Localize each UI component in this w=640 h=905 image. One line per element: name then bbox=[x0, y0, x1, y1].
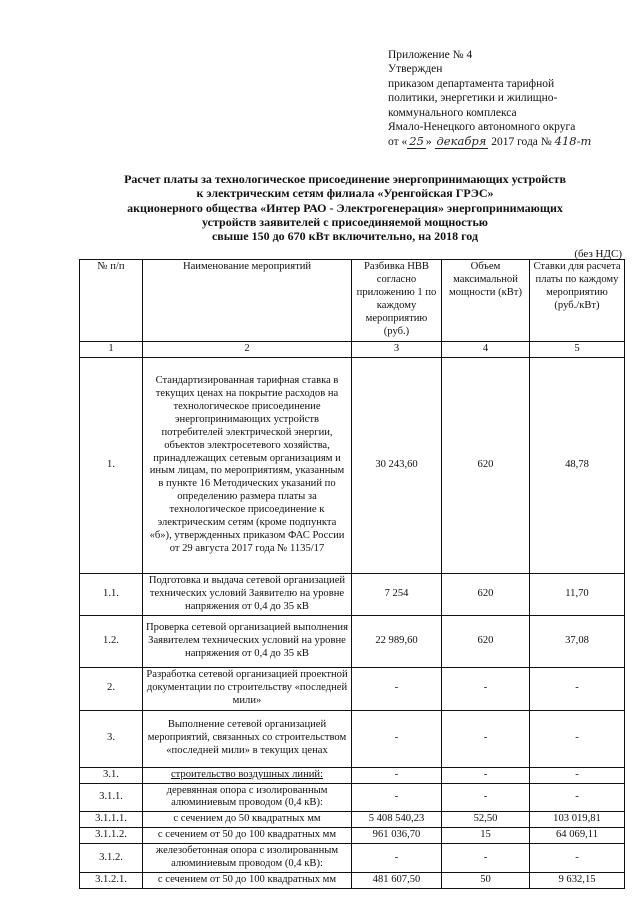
table-header-row bbox=[80, 260, 625, 342]
appendix-line: политики, энергетики и жилищно- bbox=[388, 92, 558, 105]
appendix-line: Ямало-Ненецкого автономного округа bbox=[388, 121, 576, 134]
table-row: 3.1.1.2. с сечением от 50 до 100 квадратных мм 961 036,70 15 64 069,11 bbox=[80, 828, 625, 844]
table-row: 3.1.1. деревянная опора с изолированным алюминиевым проводом (0,4 кВ): - - - bbox=[80, 783, 625, 812]
appendix-block bbox=[388, 48, 628, 150]
appendix-line: приказом департамента тарифной bbox=[388, 77, 555, 90]
table-row: 1.1. Подготовка и выдача сетевой организацией технических условий Заявителю на уровне напряжения от 0,4 до 35 кВ 7 254 620 11,70 bbox=[80, 573, 625, 615]
table-row: 3.1. строительство воздушных линий: - - - bbox=[80, 767, 625, 783]
appendix-line: Приложение № 4 bbox=[388, 49, 473, 61]
table-row: 1.2. Проверка сетевой организацией выполнения Заявителем технических условий на уровне напряжения от 0,4 до 35 кВ 22 989,60 620 37,08 bbox=[80, 615, 625, 667]
table-row: 3.1.2. железобетонная опора с изолированным алюминиевым проводом (0,4 кВ): - - - bbox=[80, 844, 625, 873]
header-nvv: Разбивка НВВ согласно приложению 1 по каждому мероприятию (руб.) bbox=[352, 260, 442, 342]
date-day: 25 bbox=[409, 134, 424, 149]
table-row: 3.1.2.1. с сечением от 50 до 100 квадратных мм 481 607,50 50 9 632,15 bbox=[80, 872, 625, 888]
appendix-line: коммунального комплекса bbox=[388, 106, 517, 119]
header-name: Наименование мероприятий bbox=[143, 260, 352, 342]
date-month: декабря bbox=[436, 134, 487, 149]
order-number: 418-т bbox=[554, 134, 592, 149]
table-row: 3.1.1.1. с сечением до 50 квадратных мм 5 408 540,23 52,50 103 019,81 bbox=[80, 812, 625, 828]
header-num: № п/п bbox=[80, 260, 143, 342]
approval-date: от « 25 » декабря 2017 года № 418-т bbox=[388, 134, 592, 149]
header-power: Объем максимальной мощности (кВт) bbox=[442, 260, 530, 342]
table-row: 3. Выполнение сетевой организацией мероприятий, связанных со строительством «последней мили» в текущих ценах - - - bbox=[80, 710, 625, 767]
table-row: 2. Разработка сетевой организацией проектной документации по строительству «последней мили» - - - bbox=[80, 667, 625, 710]
appendix-line: Утвержден bbox=[388, 63, 443, 76]
column-number-row: 1 2 3 4 5 bbox=[80, 342, 625, 358]
header-rate: Ставки для расчета платы по каждому мероприятию (руб./кВт) bbox=[530, 260, 625, 342]
document-title: Расчет платы за технологическое присоединение энергопринимающих устройств к электрическим сетям филиала «Уренгойская ГРЭС» акционерного общества «Интер РАО - Электрогенерация» энергопринимающих устройств заявителей с присоединяемой мощностью свыше 150 до 670 кВт включительно, на 2018 год bbox=[124, 172, 566, 244]
table-row: 1. Стандартизированная тарифная ставка в текущих ценах на покрытие расходов на технологическое присоединение энергопринимающих устройств потребителей электрической энергии, объектов электросетевого хозяйства, принадлежащих сетевым организациям и иным лицам, по мероприятиям, указанным в пункте 16 Методических указаний по определению размера платы за технологическое присоединение к электрическим сетям (кроме подпункта «б»), утвержденных приказом ФАС России от 29 августа 2017 года № 1135/17 30 243,60 620 48,78 bbox=[80, 357, 625, 573]
calculation-table bbox=[79, 259, 625, 889]
vat-note: (без НДС) bbox=[574, 248, 622, 260]
